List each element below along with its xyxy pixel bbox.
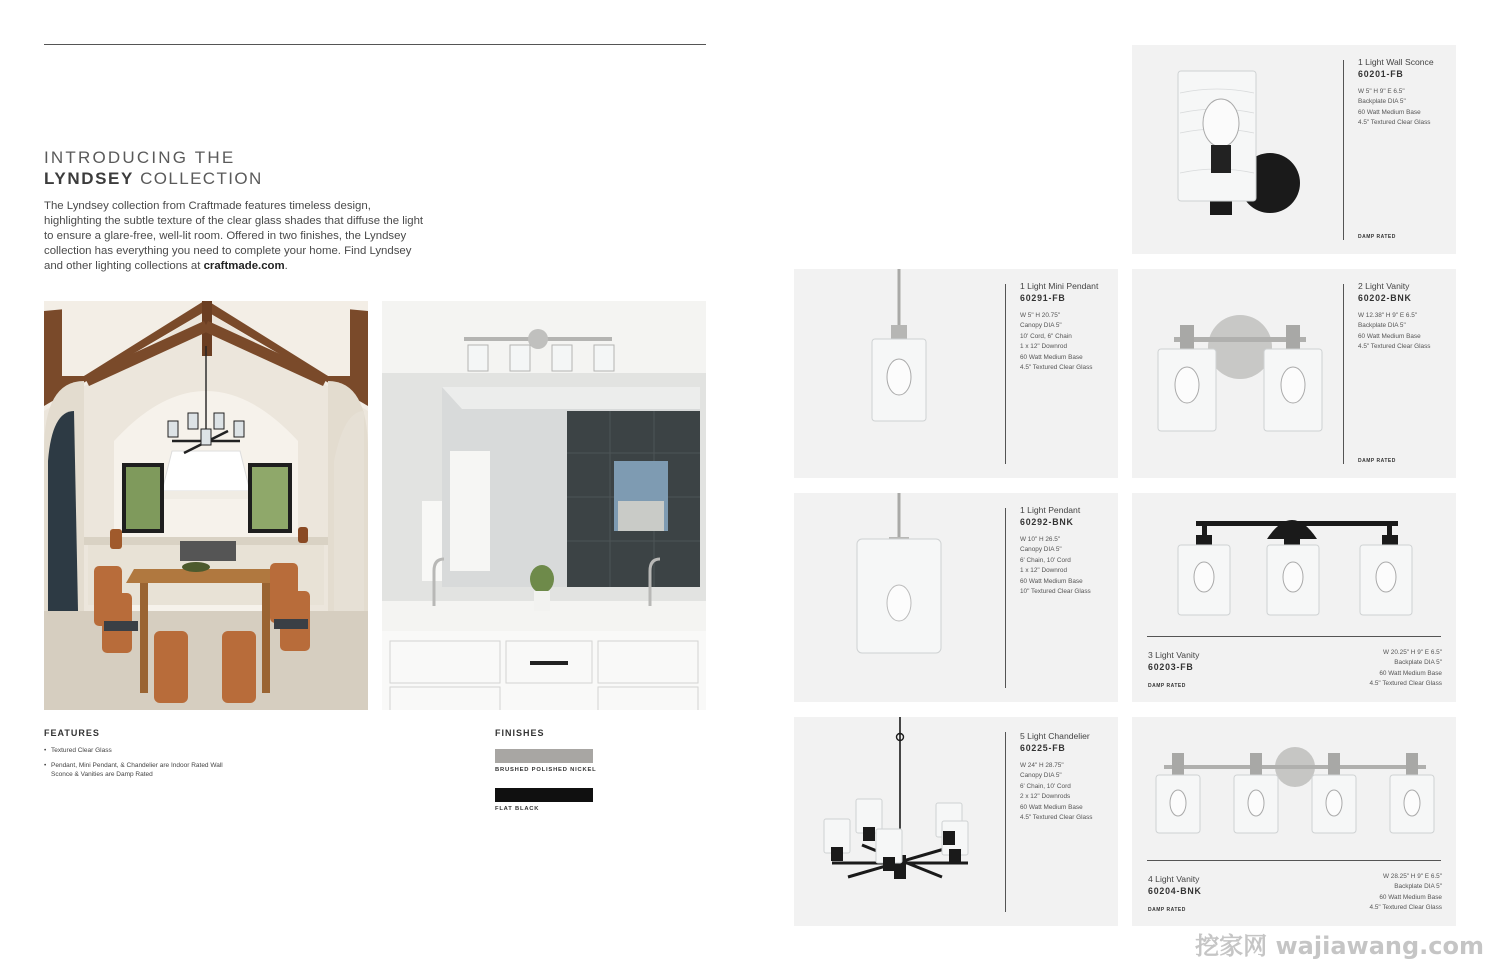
spec-line: 1 x 12" Downrod xyxy=(1020,343,1068,351)
product-card-4-light-vanity xyxy=(1132,717,1456,926)
spec-line: 4.5" Textured Clear Glass xyxy=(1020,364,1093,372)
damp-rated-badge: DAMP RATED xyxy=(1148,683,1186,689)
damp-rated-badge: DAMP RATED xyxy=(1358,234,1396,240)
intro-heading-line1: INTRODUCING THE xyxy=(44,148,236,167)
spec-line: 60 Watt Medium Base xyxy=(1020,577,1083,585)
product-specs xyxy=(1358,87,1430,129)
collection-word: COLLECTION xyxy=(140,169,263,188)
swatch-brushed-polished-nickel xyxy=(495,749,593,763)
product-card-chandelier xyxy=(794,717,1118,926)
card-divider xyxy=(1147,636,1441,637)
spec-line: 60 Watt Medium Base xyxy=(1379,669,1442,677)
spec-line: 1 x 12" Downrod xyxy=(1020,567,1068,575)
spec-line: W 20.25" H 9" E 6.5" xyxy=(1382,649,1442,656)
product-name: 1 Light Pendant xyxy=(1020,505,1081,515)
spec-line: 4.5" Textured Clear Glass xyxy=(1369,680,1442,688)
collection-name: LYNDSEY xyxy=(44,169,134,188)
product-card-wall-sconce xyxy=(1132,45,1456,254)
product-code: 60291-FB xyxy=(1020,293,1066,303)
damp-rated-badge: DAMP RATED xyxy=(1358,458,1396,464)
product-name: 4 Light Vanity xyxy=(1148,874,1200,884)
spec-line: Backplate DIA 5" xyxy=(1394,883,1442,891)
features-heading: FEATURES xyxy=(44,728,100,738)
card-divider xyxy=(1005,732,1006,912)
damp-rated-badge: DAMP RATED xyxy=(1148,907,1186,913)
spec-line: 4.5" Textured Clear Glass xyxy=(1020,814,1093,822)
dining-room-photo xyxy=(44,301,368,710)
card-divider xyxy=(1147,860,1441,861)
spec-line: 4.5" Textured Clear Glass xyxy=(1358,119,1431,127)
feature-item: • Textured Clear Glass xyxy=(44,746,284,756)
product-name: 1 Light Wall Sconce xyxy=(1358,57,1434,67)
card-divider xyxy=(1005,508,1006,688)
card-divider xyxy=(1005,284,1006,464)
spec-line: 4.5" Textured Clear Glass xyxy=(1358,343,1431,351)
card-divider xyxy=(1343,284,1344,464)
spec-line: W 24" H 28.75" xyxy=(1020,762,1064,769)
product-name: 5 Light Chandelier xyxy=(1020,731,1090,741)
swatch-label: FLAT BLACK xyxy=(495,806,540,812)
spec-line: 60 Watt Medium Base xyxy=(1358,332,1421,340)
spec-line: Backplate DIA 5" xyxy=(1394,659,1442,667)
spec-line: 60 Watt Medium Base xyxy=(1020,803,1083,811)
spec-line: 60 Watt Medium Base xyxy=(1358,108,1421,116)
spec-line: 10" Textured Clear Glass xyxy=(1020,588,1091,596)
spec-line: Backplate DIA 5" xyxy=(1358,98,1406,106)
bathroom-photo xyxy=(382,301,706,710)
swatch-label: BRUSHED POLISHED NICKEL xyxy=(495,767,597,773)
mini-pendant-image xyxy=(854,269,944,429)
spec-line: Canopy DIA 5" xyxy=(1020,772,1062,780)
product-code: 60292-BNK xyxy=(1020,517,1074,527)
product-code: 60203-FB xyxy=(1148,662,1194,672)
finishes-heading: FINISHES xyxy=(495,728,545,738)
product-code: 60225-FB xyxy=(1020,743,1066,753)
intro-text: The Lyndsey collection from Craftmade features timeless design, highlighting the subtle texture of the clear glass shades that diffuse the light to ensure a glare-free, well-lit room. Offered in two finishes, the Lyndsey collection has everything you need to complete your home. Find Lyndsey and other lighting collections at xyxy=(44,200,424,272)
product-card-pendant xyxy=(794,493,1118,702)
product-name: 1 Light Mini Pendant xyxy=(1020,281,1099,291)
product-name: 2 Light Vanity xyxy=(1358,281,1410,291)
feature-item: • Pendant, Mini Pendant, & Chandelier are Indoor Rated Wall Sconce & Vanities are Damp Rated xyxy=(44,761,231,780)
chandelier-image xyxy=(818,717,978,887)
spec-line: Backplate DIA 5" xyxy=(1358,322,1406,330)
top-rule xyxy=(44,44,706,45)
spec-line: W 12.38" H 9" E 6.5" xyxy=(1358,312,1418,319)
spec-line: W 28.25" H 9" E 6.5" xyxy=(1382,873,1442,880)
product-specs xyxy=(1358,311,1430,353)
swatch-flat-black xyxy=(495,788,593,802)
product-specs xyxy=(1020,311,1092,373)
spec-line: 10' Cord, 6" Chain xyxy=(1020,332,1072,340)
spec-line: 60 Watt Medium Base xyxy=(1379,893,1442,901)
wall-sconce-image xyxy=(1162,63,1312,243)
spec-line: 6' Chain, 10' Cord xyxy=(1020,782,1071,790)
2-light-vanity-image xyxy=(1150,309,1330,439)
product-code: 60204-BNK xyxy=(1148,886,1202,896)
product-code: 60202-BNK xyxy=(1358,293,1412,303)
features-list xyxy=(44,746,284,785)
product-specs xyxy=(1370,872,1442,914)
product-card-2-light-vanity xyxy=(1132,269,1456,478)
product-specs xyxy=(1020,535,1091,597)
intro-heading-line2 xyxy=(44,169,263,189)
spec-line: 6' Chain, 10' Cord xyxy=(1020,556,1071,564)
product-card-3-light-vanity xyxy=(1132,493,1456,702)
spec-line: 4.5" Textured Clear Glass xyxy=(1369,904,1442,912)
product-name: 3 Light Vanity xyxy=(1148,650,1200,660)
spec-line: Canopy DIA 5" xyxy=(1020,546,1062,554)
pendant-image xyxy=(849,493,949,663)
intro-end: . xyxy=(284,260,288,272)
card-divider xyxy=(1343,60,1344,240)
product-specs xyxy=(1370,648,1442,690)
watermark: 挖家网 wajiawang.com xyxy=(1195,932,1484,960)
spec-line: 60 Watt Medium Base xyxy=(1020,353,1083,361)
spec-line: W 10" H 26.5" xyxy=(1020,536,1061,543)
intro-body xyxy=(44,199,424,274)
spec-line: W 5" H 9" E 6.5" xyxy=(1358,88,1405,95)
product-specs xyxy=(1020,761,1092,823)
product-code: 60201-FB xyxy=(1358,69,1404,79)
4-light-vanity-image xyxy=(1150,745,1440,845)
spec-line: Canopy DIA 5" xyxy=(1020,322,1062,330)
product-card-mini-pendant xyxy=(794,269,1118,478)
3-light-vanity-image xyxy=(1172,511,1422,621)
spec-line: W 5" H 20.75" xyxy=(1020,312,1061,319)
website-link[interactable]: craftmade.com xyxy=(203,260,285,272)
spec-line: 2 x 12" Downrods xyxy=(1020,793,1071,801)
